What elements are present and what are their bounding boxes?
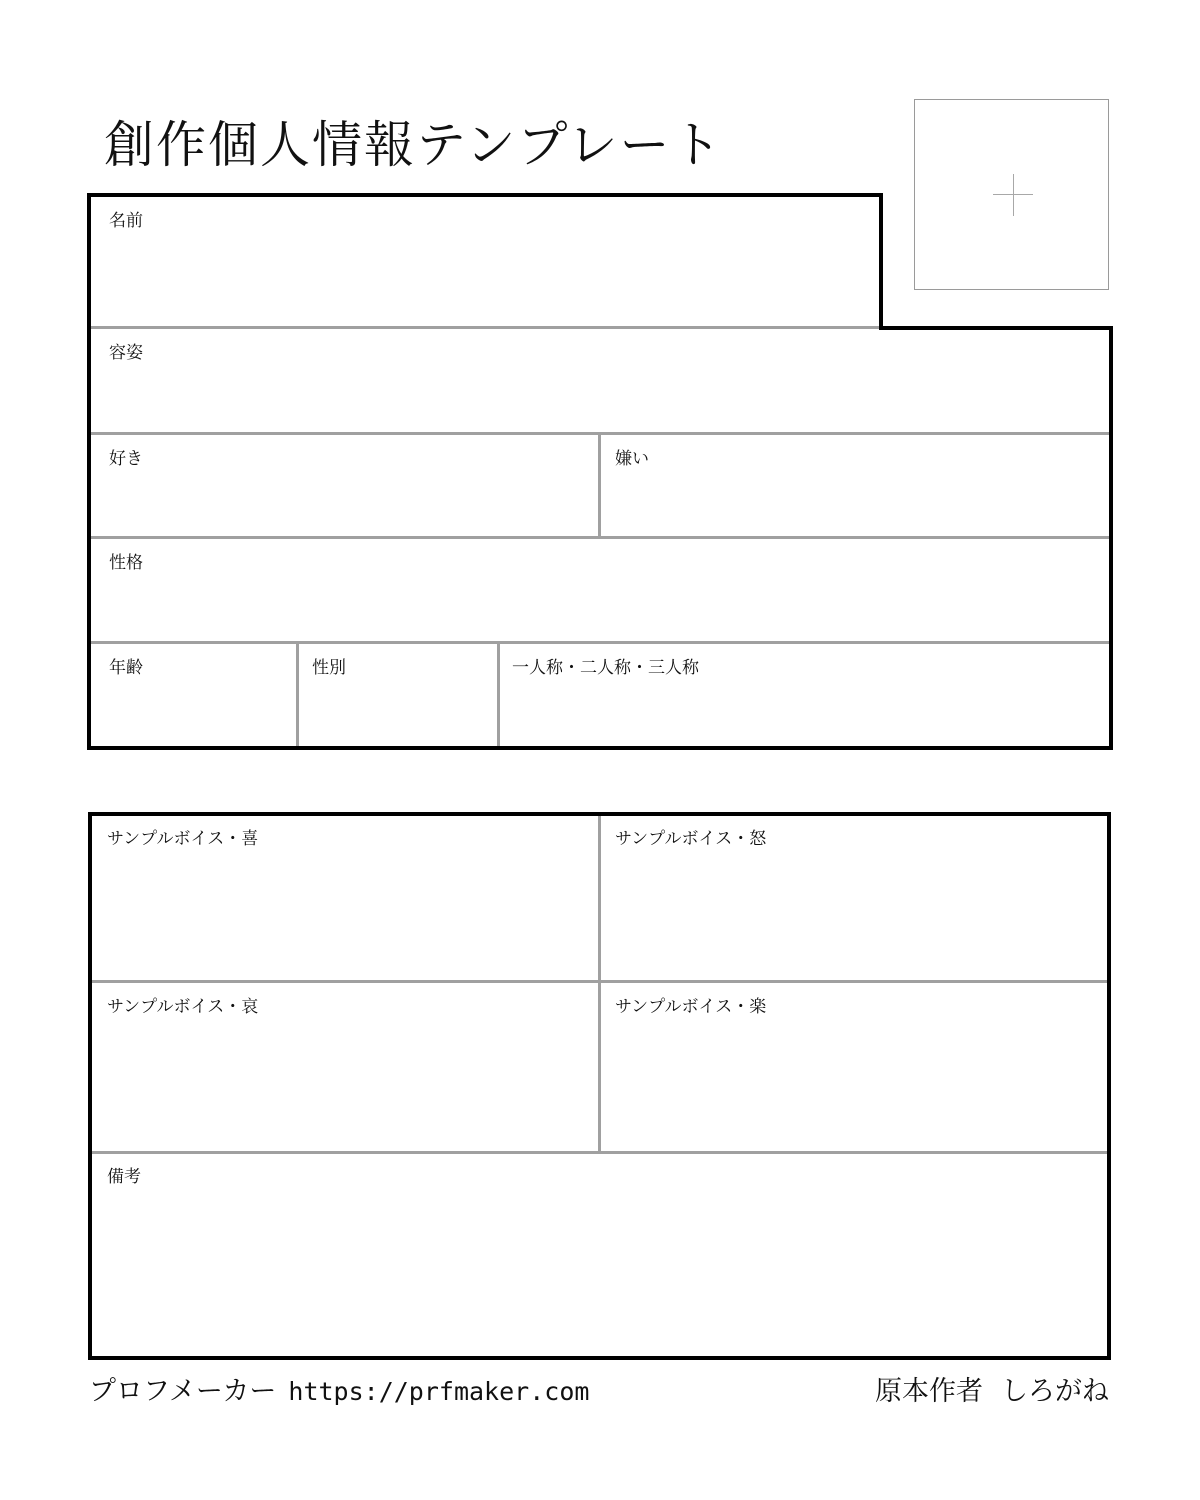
likes-field [91, 435, 598, 536]
voice-sorrow-field [92, 983, 598, 1151]
appearance-input[interactable] [103, 369, 1097, 424]
pronouns-label: 一人称・二人称・三人称 [512, 658, 699, 678]
pronouns-field [500, 644, 1109, 746]
plus-icon-vertical [1013, 174, 1014, 216]
border [1109, 326, 1113, 750]
name-input[interactable] [103, 237, 867, 318]
name-field [91, 197, 879, 326]
border [879, 193, 883, 330]
voice-joy-field [92, 816, 598, 980]
maker-url-link[interactable]: https://prfmaker.com [288, 1377, 590, 1406]
personality-field [91, 539, 1109, 641]
photo-upload-box[interactable] [914, 99, 1109, 290]
footer-credit [89, 1372, 589, 1412]
voice-pleasure-input[interactable] [613, 1023, 1095, 1143]
author-label: 原本作者 [875, 1376, 983, 1407]
name-label: 名前 [109, 211, 143, 231]
appearance-field [91, 329, 1109, 432]
border [88, 1356, 1111, 1360]
likes-label: 好き [109, 449, 143, 469]
voice-pleasure-label: サンプルボイス・楽 [615, 997, 767, 1017]
border [87, 746, 1113, 750]
dislikes-input[interactable] [613, 475, 1097, 528]
footer-author [875, 1372, 1109, 1412]
voice-joy-label: サンプルボイス・喜 [107, 829, 259, 849]
notes-label: 備考 [107, 1167, 141, 1187]
dislikes-label: 嫌い [615, 449, 649, 469]
likes-input[interactable] [103, 475, 586, 528]
voice-pleasure-field [601, 983, 1107, 1151]
voice-sorrow-label: サンプルボイス・哀 [107, 997, 259, 1017]
voice-anger-label: サンプルボイス・怒 [615, 829, 767, 849]
dislikes-field [601, 435, 1109, 536]
voice-sorrow-input[interactable] [104, 1023, 586, 1143]
page-title: 創作個人情報テンプレート [104, 116, 724, 174]
personality-label: 性格 [109, 553, 143, 573]
gender-field [299, 644, 497, 746]
pronouns-input[interactable] [512, 684, 1097, 738]
age-input[interactable] [103, 684, 284, 738]
author-name: しろがね [1001, 1376, 1109, 1407]
maker-name: プロフメーカー [89, 1376, 277, 1407]
voice-anger-input[interactable] [613, 856, 1095, 972]
gender-input[interactable] [311, 684, 485, 738]
appearance-label: 容姿 [109, 343, 143, 363]
personality-input[interactable] [103, 579, 1097, 633]
notes-field [92, 1154, 1107, 1356]
notes-input[interactable] [104, 1194, 1095, 1348]
voice-joy-input[interactable] [104, 856, 586, 972]
age-label: 年齢 [109, 658, 143, 678]
gender-label: 性別 [312, 658, 346, 678]
age-field [91, 644, 296, 746]
border [1107, 812, 1111, 1360]
voice-anger-field [601, 816, 1107, 980]
